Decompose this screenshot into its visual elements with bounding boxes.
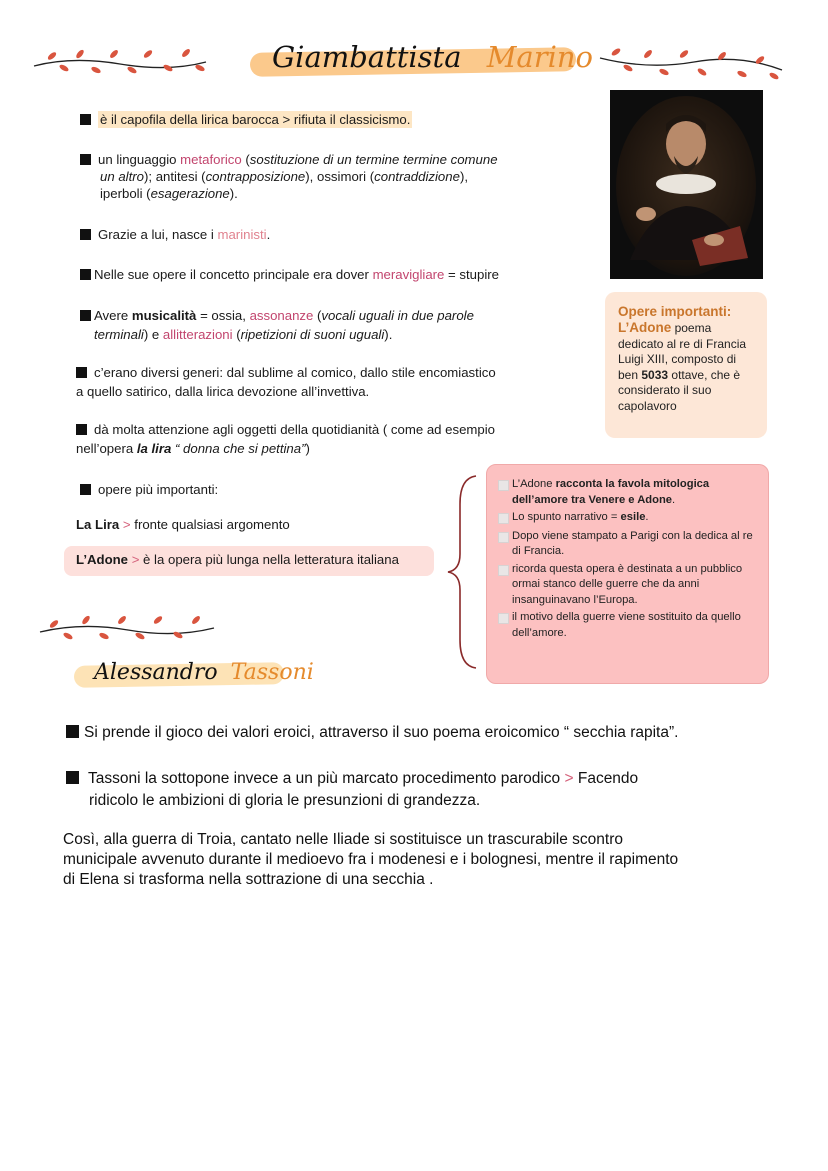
bullet-square-icon <box>80 269 91 280</box>
tassoni-paragraph-troia: Così, alla guerra di Troia, cantato nelle Iliade si sostituisce un trascurabile scontro municipale avvenuto durante il medioevo fra i modenesi e i bolognesi, mentre il rapimento di Elena si trasforma nella sottrazione di una secchia . <box>63 831 679 888</box>
vine-top-right-decoration <box>598 44 784 82</box>
adone-detail-item: Lo spunto narrativo = esile. <box>498 510 754 526</box>
bullet-linguaggio: un linguaggio metaforico (sostituzione di un termine termine comune un altro); antitesi (contrapposizione), ossimori (contraddizione), iperboli (esagerazione). <box>80 151 560 202</box>
work-adone: L’Adone > è la opera più lunga nella letteratura italiana <box>76 552 399 567</box>
page-title <box>272 40 593 74</box>
title-first-name: Giambattista <box>272 40 462 74</box>
title-last-name: Marino <box>486 40 593 74</box>
portrait-frame <box>610 90 763 279</box>
portrait-image <box>610 90 763 279</box>
opere-box-text: L’Adone poema dedicato al re di Francia Luigi XIII, composto di ben 5033 ottave, che è considerato il suo capolavoro <box>618 320 747 413</box>
bullet-square-icon <box>66 725 79 738</box>
subtitle-first-name: Alessandro <box>94 660 218 685</box>
bullet-square-icon <box>80 484 91 495</box>
opere-importanti-box <box>605 292 767 438</box>
tassoni-point-parodico: Tassoni la sottopone invece a un più marcato procedimento parodico > Facendo ridicolo le ambizioni di gloria le presunzioni di grandezza. <box>66 768 766 812</box>
work-la-lira: La Lira > fronte qualsiasi argomento <box>76 517 290 532</box>
bullet-square-icon <box>76 367 87 378</box>
bullet-capofila: è il capofila della lirica barocca > rifiuta il classicismo. <box>80 111 412 128</box>
adone-detail-item: Dopo viene stampato a Parigi con la dedica al re di Francia. <box>498 529 754 560</box>
opere-box-heading: Opere importanti: <box>618 304 732 319</box>
bullet-generi: c’erano diversi generi: dal sublime al comico, dallo stile encomiastico a quello satirico, dalla lirica devozione all’invettiva. <box>76 365 496 399</box>
bullet-quotidianita: dà molta attenzione agli oggetti della quotidianità ( come ad esempio nell’opera la lira “ donna che si pettina”) <box>76 422 496 456</box>
subtitle-last-name: Tassoni <box>230 660 314 685</box>
bullet-square-icon <box>80 154 91 165</box>
bullet-meravigliare: Nelle sue opere il concetto principale era dover meravigliare = stupire <box>80 266 499 283</box>
bullet-opere-importanti: opere più importanti: <box>80 481 218 498</box>
adone-detail-item: L’Adone racconta la favola mitologica dell’amore tra Venere e Adone. <box>498 477 754 508</box>
bullet-square-icon <box>80 114 91 125</box>
bullet-marinisti: Grazie a lui, nasce i marinisti. <box>80 226 270 243</box>
section-subtitle <box>94 660 314 685</box>
bullet-square-icon <box>80 310 91 321</box>
adone-details-box <box>486 464 769 684</box>
adone-detail-item: ricorda questa opera è destinata a un pubblico ormai stanco delle guerre che da anni insanguinavano l’Europa. <box>498 562 754 609</box>
bullet-square-icon <box>76 424 87 435</box>
vine-top-left-decoration <box>32 42 208 78</box>
tassoni-point-gioco: Si prende il gioco dei valori eroici, attraverso il suo poema eroicomico “ secchia rapita”. <box>66 722 678 744</box>
bullet-square-icon <box>80 229 91 240</box>
vine-middle-decoration <box>38 610 216 644</box>
curly-brace-decoration <box>446 474 480 670</box>
bullet-square-icon <box>66 771 79 784</box>
bullet-musicalita: Avere musicalità = ossia, assonanze (vocali uguali in due parole terminali) e allitterazioni (ripetizioni di suoni uguali). <box>80 307 560 343</box>
adone-detail-item: il motivo della guerre viene sostituito da quello dell’amore. <box>498 610 754 641</box>
